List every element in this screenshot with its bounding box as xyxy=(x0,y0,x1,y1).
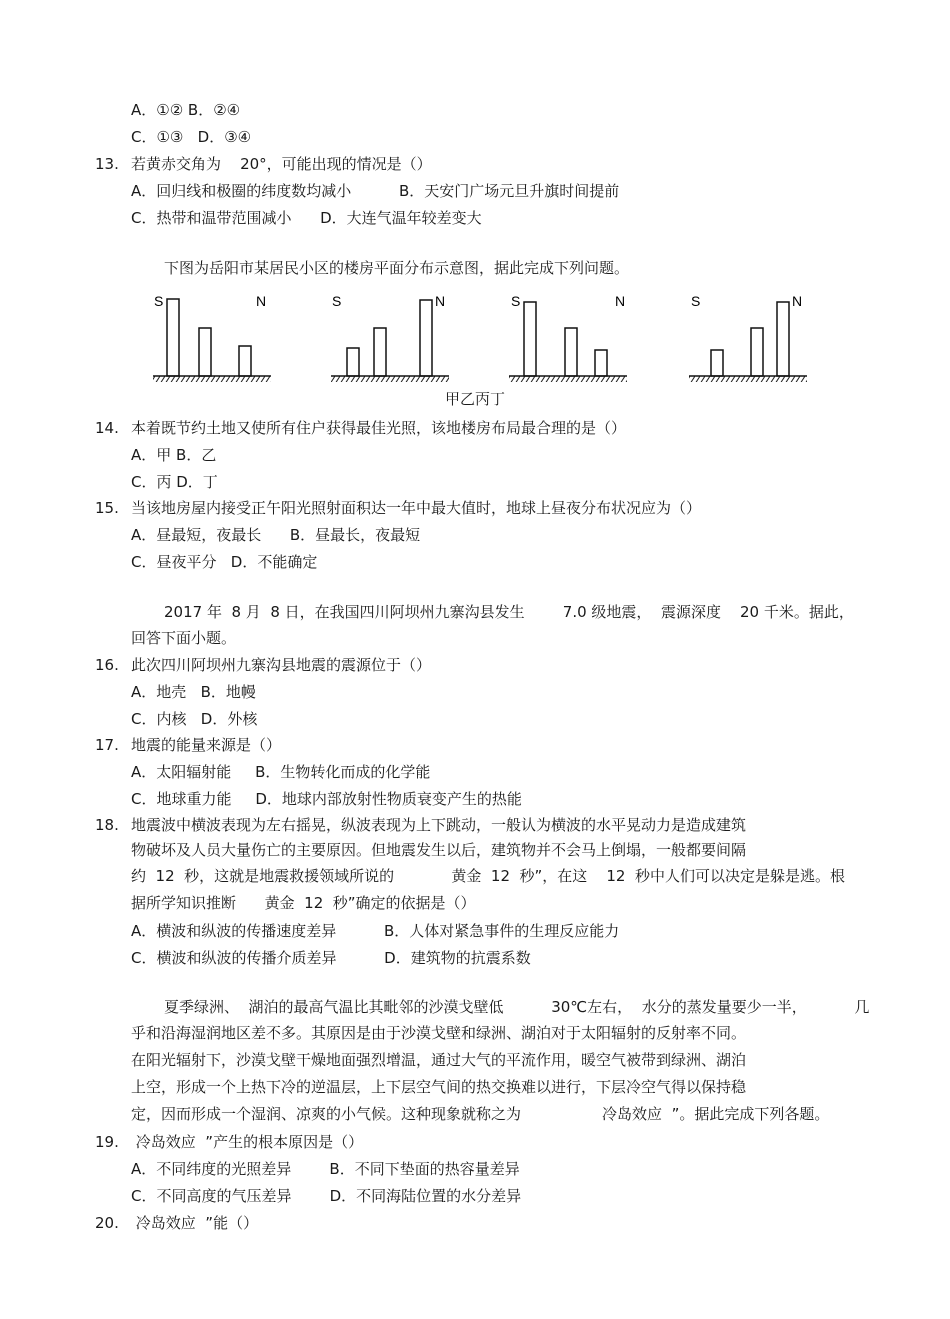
building-medium xyxy=(374,328,386,376)
building-layout-figure xyxy=(145,288,825,388)
building-layout-diagram xyxy=(145,288,825,388)
q13-number: 13. xyxy=(95,155,119,173)
building-short xyxy=(595,350,607,376)
building-medium xyxy=(751,328,763,376)
q17-stem: 地震的能量来源是（） xyxy=(131,736,282,754)
layout-panel-bing xyxy=(509,293,627,382)
q15-options-cd: C．昼夜平分 D．不能确定 xyxy=(131,553,318,571)
north-label: N xyxy=(256,293,267,309)
q14-options-ab: A．甲 B．乙 xyxy=(131,446,217,464)
q18-options-ab: A．横波和纵波的传播速度差异 B．人体对紧急事件的生理反应能力 xyxy=(131,922,620,940)
building-tall xyxy=(420,300,432,376)
q17-number: 17. xyxy=(95,736,119,754)
q19-options-ab: A．不同纬度的光照差异 B．不同下垫面的热容量差异 xyxy=(131,1160,520,1178)
south-label: S xyxy=(511,293,521,309)
building-tall xyxy=(167,299,179,376)
q18-stem-line3: 约 12 秒，这就是地震救援领域所说的 黄金 12 秒”，在这 12 秒中人们可以决定是躲是逃。根 xyxy=(131,867,846,885)
quake-intro-line1: 2017 年 8 月 8 日，在我国四川阿坝州九寨沟县发生 7.0 级地震， 震源深度 20 千米。据此， xyxy=(164,603,854,621)
q13-options-cd: C．热带和温带范围减小 D．大连气温年较差变大 xyxy=(131,209,482,227)
ground-hatch xyxy=(689,376,807,382)
q18-options-cd: C．横波和纵波的传播介质差异 D．建筑物的抗震系数 xyxy=(131,949,531,967)
ground-hatch xyxy=(509,376,627,382)
q16-number: 16. xyxy=(95,656,119,674)
q19-stem: 冷岛效应 ”产生的根本原因是（） xyxy=(131,1133,364,1151)
north-label: N xyxy=(792,293,803,309)
north-label: N xyxy=(435,293,446,309)
q18-stem-line1: 地震波中横波表现为左右摇晃，纵波表现为上下跳动，一般认为横波的水平晃动力是造成建筑 xyxy=(131,816,747,834)
q19-number: 19. xyxy=(95,1133,119,1151)
q16-stem: 此次四川阿坝州九寨沟县地震的震源位于（） xyxy=(131,656,432,674)
oasis-intro-line5: 定，因而形成一个湿润、凉爽的小气候。这种现象就称之为 冷岛效应 ”。据此完成下列各题。 xyxy=(131,1105,830,1123)
q13-options-ab: A．回归线和极圈的纬度数均减小 B．天安门广场元旦升旗时间提前 xyxy=(131,182,620,200)
q14-stem: 本着既节约土地又使所有住户获得最佳光照，该地楼房布局最合理的是（） xyxy=(131,419,627,437)
q16-options-cd: C．内核 D．外核 xyxy=(131,710,258,728)
layout-panel-jia xyxy=(153,293,271,382)
q19-options-cd: C．不同高度的气压差异 D．不同海陆位置的水分差异 xyxy=(131,1187,522,1205)
south-label: S xyxy=(332,293,342,309)
q12-options-ab: A．①② B．②④ xyxy=(131,101,241,119)
buildings-intro: 下图为岳阳市某居民小区的楼房平面分布示意图，据此完成下列问题。 xyxy=(164,259,630,277)
ground-hatch xyxy=(331,376,449,382)
q18-stem-line2: 物破坏及人员大量伤亡的主要原因。但地震发生以后，建筑物并不会马上倒塌，一般都要间隔 xyxy=(131,841,747,859)
q20-stem: 冷岛效应 ”能（） xyxy=(131,1214,259,1232)
oasis-intro-line4: 上空，形成一个上热下冷的逆温层，上下层空气间的热交换难以进行，下层冷空气得以保持稳 xyxy=(131,1078,747,1096)
q20-number: 20. xyxy=(95,1214,119,1232)
building-short xyxy=(347,348,359,376)
north-label: N xyxy=(615,293,626,309)
q14-options-cd: C．丙 D．丁 xyxy=(131,473,218,491)
q15-number: 15. xyxy=(95,499,119,517)
q17-options-ab: A．太阳辐射能 B．生物转化而成的化学能 xyxy=(131,763,431,781)
q14-number: 14. xyxy=(95,419,119,437)
south-label: S xyxy=(691,293,701,309)
building-short xyxy=(239,346,251,376)
q15-stem: 当该地房屋内接受正午阳光照射面积达一年中最大值时，地球上昼夜分布状况应为（） xyxy=(131,499,702,517)
q13-stem: 若黄赤交角为 20°，可能出现的情况是（） xyxy=(131,155,432,173)
building-short xyxy=(711,350,723,376)
ground-hatch xyxy=(153,376,271,382)
q12-options-cd: C．①③ D．③④ xyxy=(131,128,252,146)
building-medium xyxy=(565,328,577,376)
quake-intro-line2: 回答下面小题。 xyxy=(131,629,237,647)
south-label: S xyxy=(154,293,164,309)
oasis-intro-line1: 夏季绿洲、 湖泊的最高气温比其毗邻的沙漠戈壁低 30℃左右， 水分的蒸发量要少一半， 几 xyxy=(164,998,870,1016)
q15-options-ab: A．昼最短，夜最长 B．昼最长，夜最短 xyxy=(131,526,421,544)
oasis-intro-line2: 乎和沿海湿润地区差不多。其原因是由于沙漠戈壁和绿洲、湖泊对于太阳辐射的反射率不同。 xyxy=(131,1024,747,1042)
layout-panel-yi xyxy=(331,293,449,382)
q18-stem-line4: 据所学知识推断 黄金 12 秒”确定的依据是（） xyxy=(131,894,476,912)
q17-options-cd: C．地球重力能 D．地球内部放射性物质衰变产生的热能 xyxy=(131,790,522,808)
q18-number: 18. xyxy=(95,816,119,834)
building-tall xyxy=(524,302,536,376)
figure-caption: 甲乙丙丁 xyxy=(445,390,506,408)
building-tall xyxy=(777,302,789,376)
q16-options-ab: A．地壳 B．地幔 xyxy=(131,683,256,701)
oasis-intro-line3: 在阳光辐射下，沙漠戈壁干燥地面强烈增温，通过大气的平流作用，暖空气被带到绿洲、湖泊 xyxy=(131,1051,747,1069)
layout-panel-ding xyxy=(689,293,807,382)
building-medium xyxy=(199,328,211,376)
